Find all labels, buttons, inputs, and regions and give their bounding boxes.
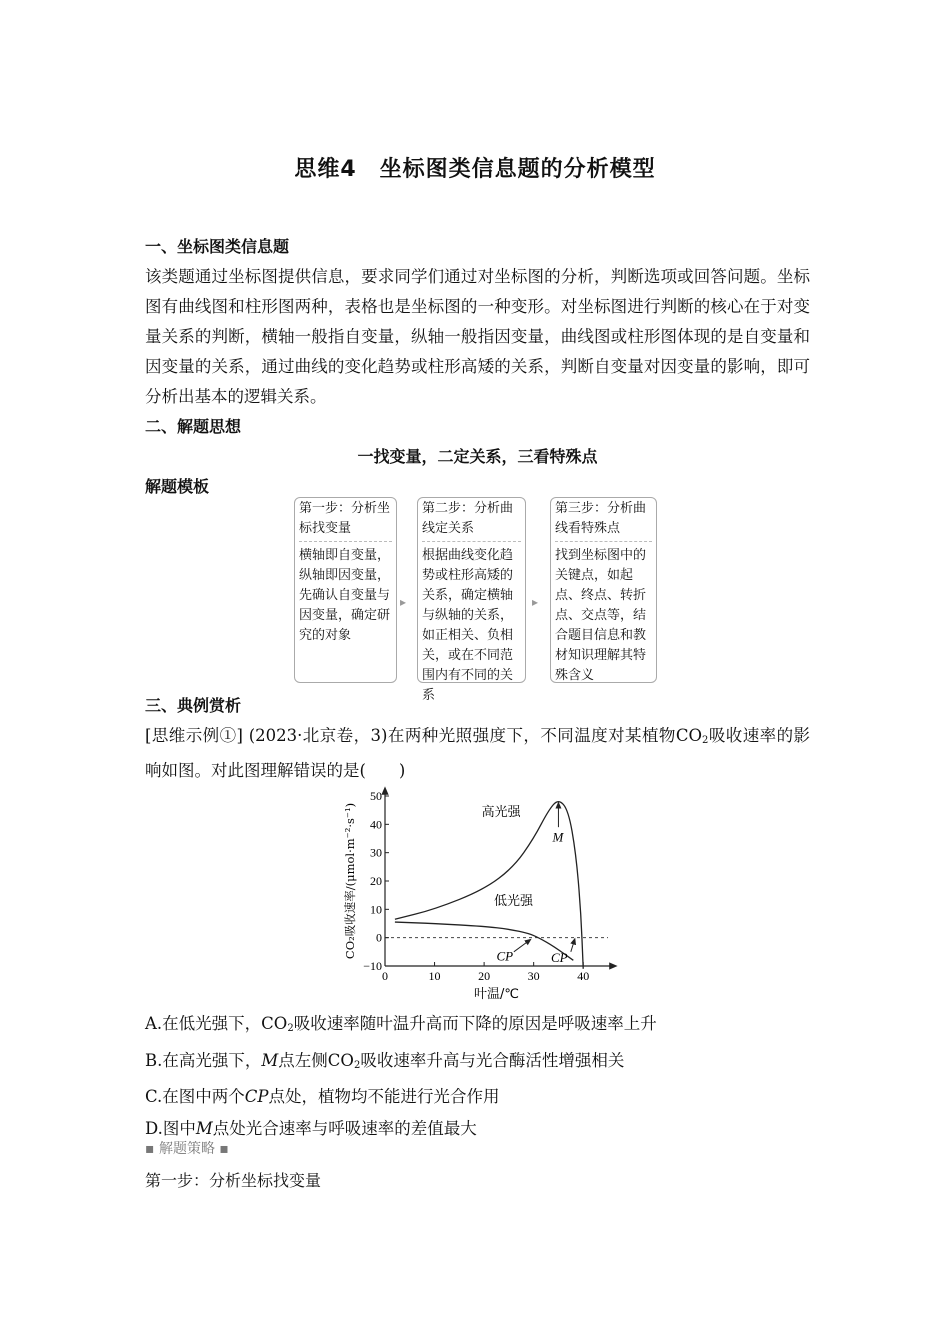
strategy-label: ▪ 解题策略 ▪ [145, 1141, 229, 1157]
high-light-curve [395, 802, 583, 969]
solving-motto: 一找变量，二定关系，三看特殊点 [357, 447, 598, 466]
option-b-m: M [261, 1050, 279, 1070]
option-a[interactable] [145, 1008, 810, 1045]
y-tick-label: 0 [376, 930, 382, 945]
arrow-right-icon: ▸ [532, 595, 539, 609]
option-d-text-2: 点处光合速率与呼吸速率的差值最大 [212, 1118, 477, 1138]
section-1 [145, 232, 810, 502]
step-1-label: 第一步：分析坐标找变量 [145, 1171, 322, 1190]
option-c-text-2: 点处，植物均不能进行光合作用 [268, 1087, 500, 1106]
example-text-a: 在两种光照强度下，不同温度对某植物CO [387, 726, 703, 745]
cp2-label: CP [551, 949, 568, 965]
y-tick-label: 40 [370, 817, 382, 832]
section-1-body: 该类题通过坐标图提供信息，要求同学们通过对坐标图的分析，判断选项或回答问题。坐标图有曲线图和柱形图两种，表格也是坐标图的一种变形。对坐标图进行判断的核心在于对变量关系的判断，横轴一般指自变量，纵轴一般指因变量，曲线图或柱形图体现的是自变量和因变量的关系，通过曲线的变化趋势或柱形高矮的关系，判断自变量对因变量的影响，即可分析出基本的逻辑关系。 [145, 267, 810, 406]
option-b-text-3: 吸收速率升高与光合酶活性增强相关 [360, 1050, 625, 1070]
flow-step-1 [294, 497, 397, 683]
co2-chart [330, 786, 620, 1006]
section-3-heading: 三、典例赏析 [145, 696, 242, 715]
y-tick-label: 10 [370, 902, 382, 917]
flow-step-2 [417, 497, 526, 703]
option-b-text-2: 点左侧CO [278, 1050, 354, 1070]
x-tick-label: 40 [577, 969, 590, 983]
answer-options [145, 1008, 810, 1144]
option-d[interactable] [145, 1113, 810, 1145]
x-axis-label: 叶温/℃ [474, 987, 519, 1002]
example-question [145, 721, 810, 786]
flow-step-2-body: 根据曲线变化趋势或柱形高矮的关系，确定横轴与纵轴的关系，如正相关、负相关，或在不同范围内有不同的关系 [422, 548, 514, 703]
template-label: 解题模板 [145, 477, 210, 496]
flow-step-3 [550, 497, 657, 683]
chart-svg [330, 786, 620, 1006]
option-b[interactable] [145, 1045, 810, 1082]
flow-step-1-title: 第一步：分析坐标找变量 [299, 499, 392, 542]
option-b-sub: 2 [353, 1059, 361, 1071]
option-c-cp: CP [244, 1087, 269, 1106]
section-3 [145, 691, 810, 786]
flow-step-3-title: 第三步：分析曲线看特殊点 [555, 499, 652, 542]
x-tick-label: 30 [527, 969, 540, 983]
y-tick-label: 50 [370, 789, 382, 803]
cp1-pointer [514, 941, 529, 952]
example-subscript: 2 [702, 735, 709, 746]
option-c[interactable] [145, 1081, 810, 1113]
option-a-sub: 2 [287, 1023, 294, 1034]
option-c-text: C.在图中两个 [145, 1087, 245, 1106]
x-tick-label: 20 [478, 969, 491, 983]
option-a-text-2: 吸收速率随叶温升高而下降的原因是呼吸速率上升 [293, 1014, 657, 1033]
cp2-pointer [571, 941, 574, 952]
flow-step-1-body: 横轴即自变量，纵轴即因变量，先确认自变量与因变量，确定研究的对象 [299, 548, 391, 643]
x-tick-label: 0 [382, 969, 388, 983]
y-axis-label: CO₂吸收速率/(μmol·m⁻²·s⁻¹) [343, 802, 357, 960]
arrow-right-icon: ▸ [400, 595, 407, 609]
y-tick-label: −10 [363, 959, 382, 973]
flow-step-3-body: 找到坐标图中的关键点，如起点、终点、转折点、交点等，结合题目信息和教材知识理解其特殊含义 [555, 548, 647, 683]
y-tick-label: 20 [370, 874, 382, 888]
x-tick-label: 10 [428, 969, 441, 983]
y-tick-label: 30 [370, 845, 382, 860]
example-prefix: [思维示例①] [145, 726, 243, 745]
page-title: 思维4 坐标图类信息题的分析模型 [294, 157, 656, 182]
section-2-heading: 二、解题思想 [145, 417, 242, 436]
flow-step-2-title: 第二步：分析曲线定关系 [422, 499, 521, 542]
section-1-heading: 一、坐标图类信息题 [145, 237, 290, 256]
high-light-label: 高光强 [481, 804, 521, 820]
m-point-label: M [552, 829, 564, 845]
option-d-text: D.图中 [145, 1118, 196, 1138]
option-b-text: B.在高光强下， [145, 1050, 262, 1070]
solution-flowchart [294, 497, 659, 703]
low-light-curve [395, 922, 573, 960]
example-text-b: 吸收速率的影响如图。对此图理解错误的是( ) [145, 726, 811, 780]
option-d-m: M [195, 1118, 213, 1138]
low-light-label: 低光强 [494, 894, 534, 910]
example-source: (2023·北京卷，3) [248, 726, 388, 745]
cp1-label: CP [496, 948, 514, 964]
option-a-text: A.在低光强下，CO [145, 1014, 288, 1033]
